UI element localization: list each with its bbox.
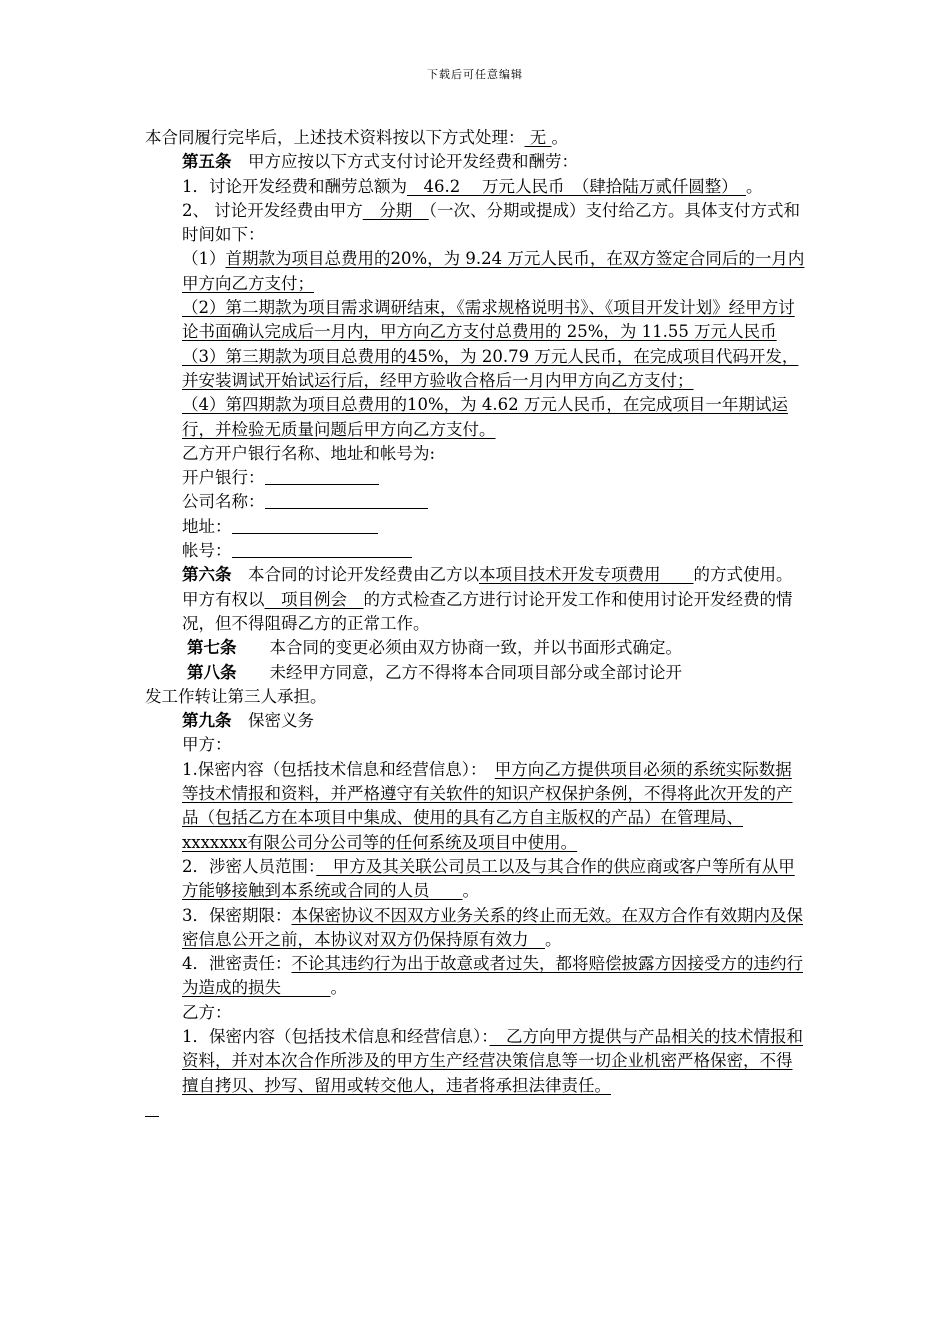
document-body: [145, 126, 807, 1124]
article-8: 第八条 未经甲方同意，乙方不得将本合同项目部分或全部讨论开: [187, 662, 682, 682]
bank-name-line: 开户银行：: [145, 466, 807, 490]
party-a-item-2: 2．涉密人员范围： 甲方及其关联公司员工以及与其合作的供应商或客户等所有从甲方能够接触到本系统或合同的人员 。: [182, 856, 795, 901]
article-5-title: 第五条: [182, 152, 232, 172]
article-5-item-1: 1．讨论开发经费和酬劳总额为 46.2 万元人民币 （肆拾陆万贰仟圆整） 。: [182, 176, 763, 196]
page-header: 下载后可任意编辑: [427, 68, 523, 81]
party-b-item-1: 1．保密内容（包括技术信息和经营信息）： 乙方向甲方提供与产品相关的技术情报和资料，并对本次合作所涉及的甲方生产经营决策信息等一切企业机密严格保密，不得擅自拷贝、抄写、留用或转交他人，违者将承担法律责任。: [182, 1026, 803, 1095]
party-a-item-1: 1.保密内容（包括技术信息和经营信息）： 甲方向乙方提供项目必须的系统实际数据等技术情报和资料，并严格遵守有关软件的知识产权保护条例，不得将此次开发的产品（包括乙方在本项目中集成、使用的具有乙方自主版权的产品）在管理局、xxxxxxx有限公司分公司等的任何系统及项目中使用。: [182, 759, 793, 852]
article-9-title: 第九条: [182, 711, 232, 731]
address-line: 地址：: [145, 515, 807, 539]
article-8-title: 第八条: [187, 662, 237, 682]
bank-name-blank: [265, 468, 379, 485]
account-blank: [232, 541, 412, 558]
article-9: 第九条 保密义务: [182, 711, 314, 731]
article-5-item-2: 2、 讨论开发经费由甲方 分期 （一次、分期或提成）支付给乙方。具体支付方式和时间如下：: [182, 200, 800, 245]
party-a-item-4: 4．泄密责任：不论其违约行为出于故意或者过失，都将赔偿披露方因接受方的违约行为造成的损失 。: [182, 954, 803, 998]
address-blank: [232, 517, 378, 534]
article-6: 第六条 本合同的讨论开发经费由乙方以本项目技术开发专项费用 的方式使用。甲方有权以 项目例会 的方式检查乙方进行讨论开发工作和使用讨论开发经费的情况，但不得阻碍乙方的正常工作。: [182, 565, 793, 633]
party-a-item-3: 3．保密期限：本保密协议不因双方业务关系的终止而无效。在双方合作有效期内及保密信息公开之前，本协议对双方仍保持原有效力 。: [182, 905, 803, 949]
company-name-blank: [265, 492, 428, 509]
bank-intro: 乙方开户银行名称、地址和帐号为:: [182, 443, 436, 463]
payment-2: （2）第二期款为项目需求调研结束，《需求规格说明书》、《项目开发计划》经甲方讨论书面确认完成后一月内，甲方向乙方支付总费用的 25%，为 11.55 万元人民币: [182, 298, 795, 342]
tail-underline: [145, 1098, 159, 1117]
payment-1: （1）首期款为项目总费用的20%，为 9.24 万元人民币，在双方签定合同后的一月内甲方向乙方支付；: [182, 249, 805, 293]
article-5: 第五条 甲方应按以下方式支付讨论开发经费和酬劳：: [182, 152, 578, 172]
payment-3: （3）第三期款为项目总费用的45%，为 20.79 万元人民币，在完成项目代码开发，并安装调试开始试运行后，经甲方验收合格后一月内甲方向乙方支付；: [182, 346, 799, 390]
party-b-tail-line: [145, 1098, 807, 1124]
party-a-label: 甲方：: [182, 735, 232, 755]
tech-docs-line: 本合同履行完毕后，上述技术资料按以下方式处理： 无 。: [145, 128, 568, 147]
article-6-title: 第六条: [182, 565, 232, 585]
account-line: 帐号：: [145, 539, 807, 563]
party-b-label: 乙方：: [182, 1002, 232, 1022]
article-7-title: 第七条: [187, 638, 237, 658]
company-name-line: 公司名称：: [145, 490, 807, 514]
article-7: 第七条 本合同的变更必须由双方协商一致，并以书面形式确定。: [187, 638, 682, 658]
article-8-cont: 发工作转让第三人承担。: [145, 686, 327, 706]
payment-4: （4）第四期款为项目总费用的10%，为 4.62 万元人民币，在完成项目一年期试运行，并检验无质量问题后甲方向乙方支付。: [182, 395, 788, 439]
